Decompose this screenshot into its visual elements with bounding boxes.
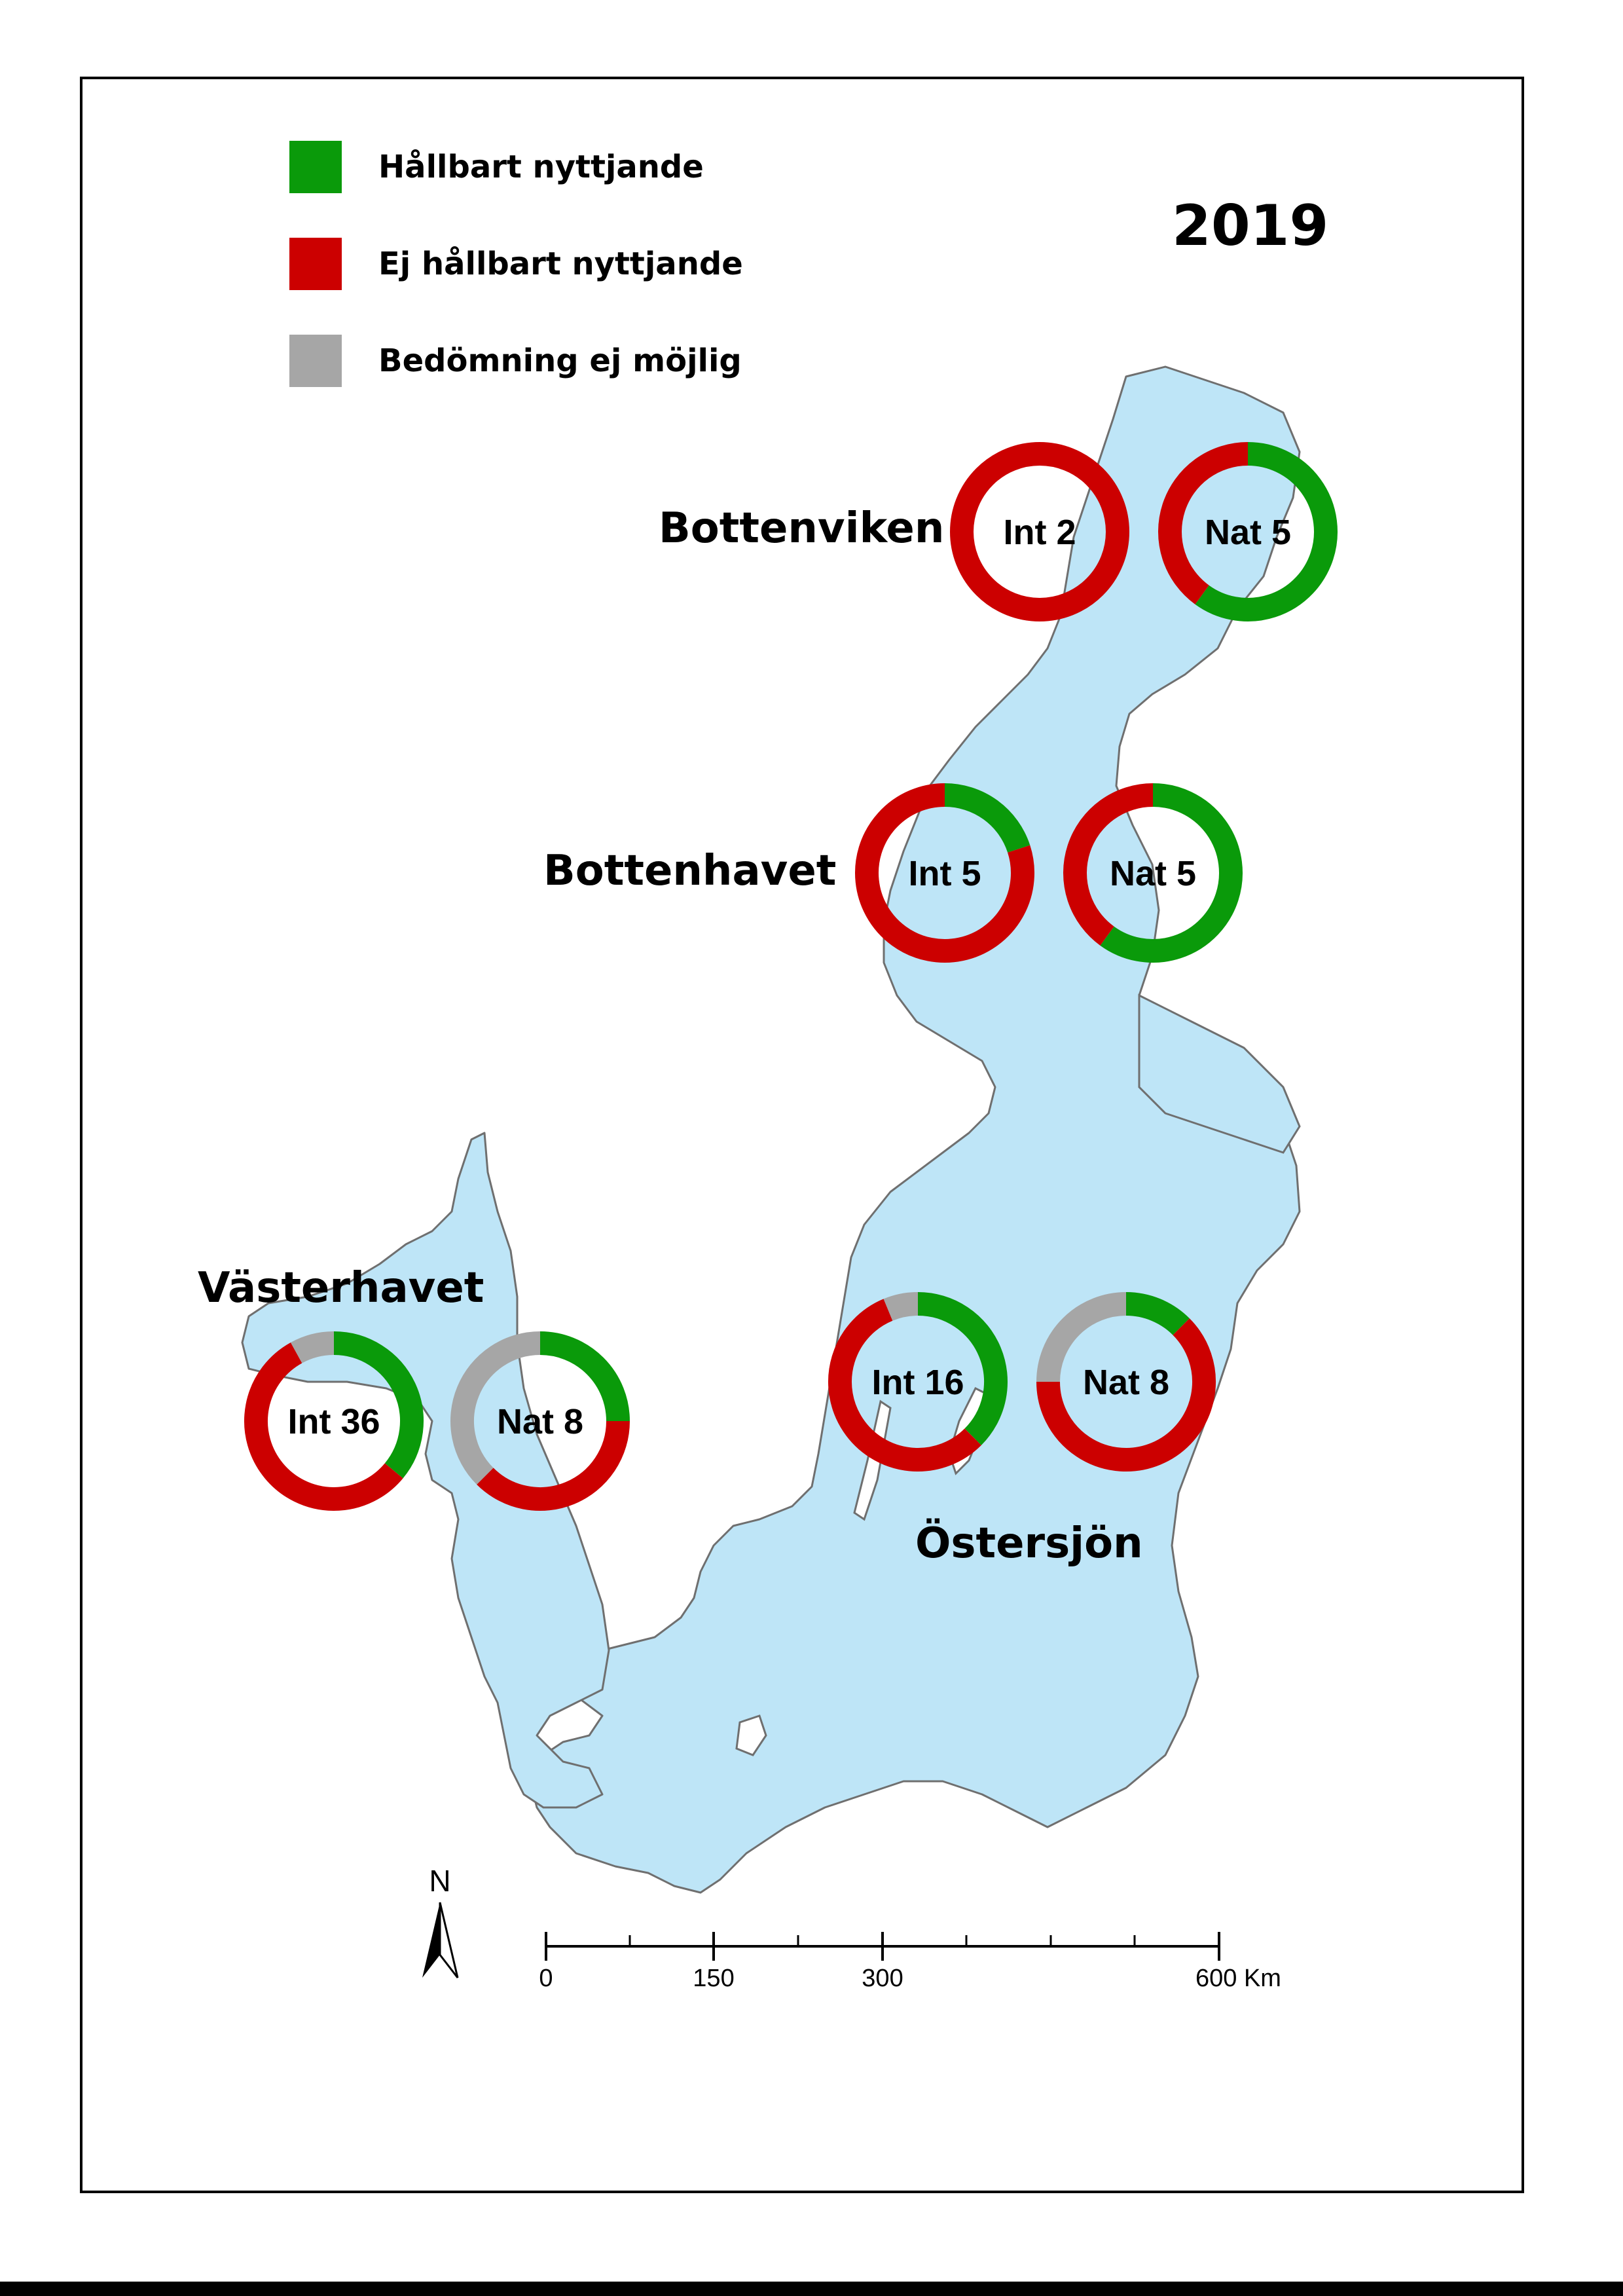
donut-4-not-assessed-segment bbox=[297, 1343, 334, 1353]
scale-label-150: 150 bbox=[693, 1965, 735, 1992]
legend-item-unsustainable bbox=[289, 238, 743, 290]
baltic-sea-shape bbox=[530, 367, 1300, 1893]
donut-2-label: Int 5 bbox=[908, 854, 981, 893]
donut-4-label: Int 36 bbox=[287, 1402, 380, 1441]
legend-label-not-assessed: Bedömning ej möjlig bbox=[378, 343, 742, 379]
donut-5-label: Nat 8 bbox=[496, 1402, 584, 1441]
legend-label-sustainable: Hållbart nyttjande bbox=[378, 149, 704, 185]
north-label: N bbox=[429, 1864, 451, 1898]
scale-bar bbox=[539, 1932, 1281, 1992]
donut-1-label: Nat 5 bbox=[1204, 513, 1292, 552]
vasterhavet-shape bbox=[242, 1133, 609, 1807]
legend-swatch-not-assessed bbox=[289, 335, 342, 387]
donut-7-label: Nat 8 bbox=[1082, 1363, 1170, 1402]
legend-swatch-sustainable bbox=[289, 141, 342, 193]
donut-6-not-assessed-segment bbox=[888, 1304, 918, 1310]
basin-label-ostersjon: Östersjön bbox=[915, 1519, 1143, 1568]
north-arrow-icon bbox=[422, 1864, 458, 1978]
basin-label-vasterhavet: Västerhavet bbox=[198, 1264, 484, 1312]
scale-label-300: 300 bbox=[862, 1965, 903, 1992]
scale-label-0: 0 bbox=[539, 1965, 553, 1992]
donut-3-label: Nat 5 bbox=[1109, 854, 1197, 893]
bottom-bar bbox=[0, 2282, 1623, 2296]
legend-label-unsustainable: Ej hållbart nyttjande bbox=[378, 246, 743, 282]
legend-item-sustainable bbox=[289, 141, 704, 193]
basin-label-bottenviken: Bottenviken bbox=[659, 504, 945, 553]
donut-0-label: Int 2 bbox=[1003, 513, 1076, 552]
legend-item-not-assessed bbox=[289, 335, 742, 387]
donut-6-label: Int 16 bbox=[871, 1363, 964, 1402]
legend-swatch-unsustainable bbox=[289, 238, 342, 290]
scale-label-600: 600 Km bbox=[1195, 1965, 1281, 1992]
basin-label-bottenhavet: Bottenhavet bbox=[543, 847, 837, 895]
year-title: 2019 bbox=[1172, 193, 1329, 259]
